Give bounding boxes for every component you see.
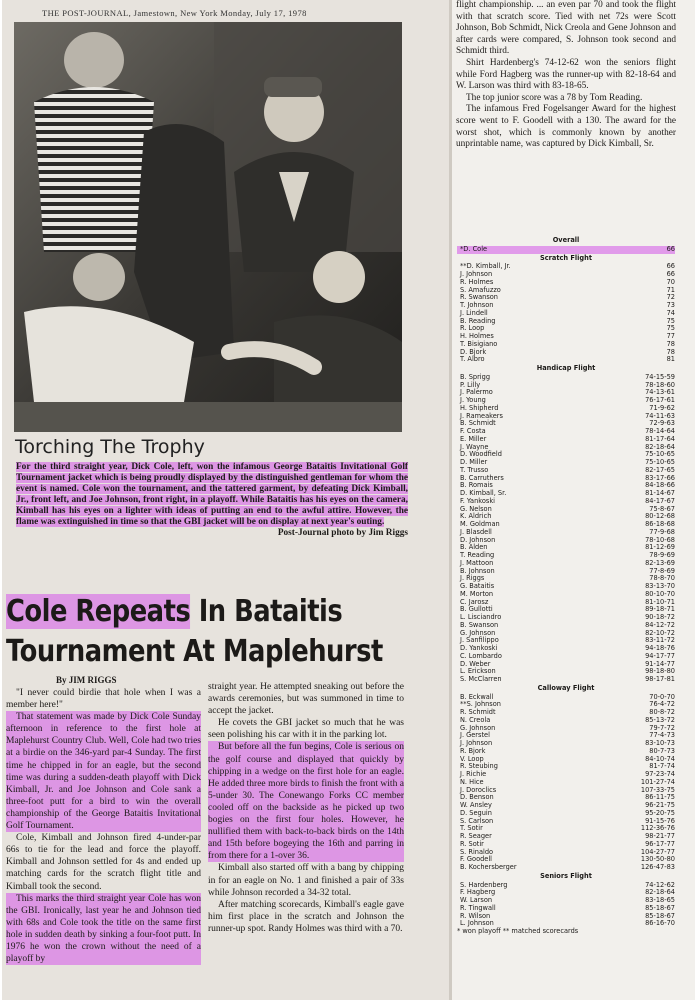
results-table — [457, 236, 675, 936]
result-row — [457, 341, 675, 349]
handicap-list — [457, 374, 675, 684]
footnote: * won playoff ** matched scorecards — [457, 927, 579, 935]
player-score: 91-14-77 — [645, 659, 675, 668]
player-name: L. Erickson — [460, 667, 496, 676]
player-name: J. Richie — [460, 770, 487, 778]
player-name: F. Yankoski — [460, 496, 495, 505]
player-score: 86-16-70 — [645, 919, 675, 928]
paragraph: But before all the fun begins, Cole is serious on the golf course and displayed that quickly by chipping in a wedge on the first hole for an eagle. He added three more birds to finish the front with a 5-under 30. The Conewango Forks CC member cooled off on the backside as he picked up two bogies on the first four holes. However, he nullified them with back-to-back birds on the 14th and 15th before bogeying the 16th and parring in from there for a 1-over 36. — [208, 742, 404, 862]
player-name: J. Blasdell — [460, 527, 492, 536]
player-name: B. Romais — [460, 481, 493, 490]
player-score: 72 — [666, 293, 675, 302]
player-score: 74-11-63 — [645, 411, 675, 420]
paragraph: The infamous Fred Fogelsanger Award for the highest score went to F. Goodell with a 130. The award for the worst shot, which is commonly known by another unprintable name, was captured by Dick Kimball, Sr. — [456, 104, 676, 150]
player-score: 78-18-60 — [645, 380, 675, 389]
player-name: R. Sotir — [460, 839, 484, 848]
player-name: M. Morton — [460, 589, 494, 598]
player-name: B. Kochersberger — [460, 863, 517, 871]
player-score: 81-17-64 — [645, 434, 675, 443]
result-row — [457, 318, 675, 326]
player-score: 74-15-59 — [645, 372, 675, 381]
player-name: S. McClarren — [460, 675, 502, 683]
player-score: 94-18-76 — [645, 644, 675, 652]
player-name: T. Albro — [460, 355, 485, 364]
result-row — [457, 451, 675, 459]
player-name: J. Wayne — [460, 442, 489, 451]
player-score: 75-10-65 — [645, 458, 675, 466]
player-name: R. Loop — [460, 324, 485, 333]
player-name: J. Lindell — [460, 308, 488, 317]
section-title: Seniors Flight — [540, 871, 592, 880]
player-name: J. Gerstel — [460, 731, 490, 740]
paragraph: After matching scorecards, Kimball's eagle gave him first place in the scratch and Johnson the runner-up spot. Randy Holmes was third with a 70. — [208, 899, 404, 934]
photo-credit: Post-Journal photo by Jim Riggs — [277, 528, 408, 538]
right-clipping — [452, 0, 695, 1000]
player-name: L. Johnson — [460, 919, 494, 928]
player-name: J. Young — [460, 396, 486, 404]
player-name: B. Schmidt — [460, 419, 496, 428]
headline-line-2: Tournament At Maplehurst — [6, 634, 383, 669]
player-score: 101-27-74 — [640, 777, 675, 786]
player-name: T. Sotir — [460, 824, 483, 833]
player-name: P. Lilly — [460, 380, 481, 389]
caption-text: For the third straight year, Dick Cole, left, won the infamous George Bataitis Invitational Golf Tournament jacket which is being proudly displayed by the distinguished gentleman for whom the event is named. Cole won the tournament, and the tattered garment, by defeating Dick Kimball, Jr., front left, and Joe Johnson, front right, in a playoff. While Bataitis has his eyes on the camera, Kimball has his eyes on a lighter with ideas of putting an end to the awful attire. However, the flame was extinguished in time so that the GBI jacket will be on display at next year's outing. — [16, 462, 408, 527]
player-score: 70-0-70 — [649, 692, 675, 701]
player-name: T. Bisigiano — [460, 339, 498, 348]
player-score: 75 — [666, 324, 675, 333]
player-score: 66 — [666, 244, 675, 253]
player-score: 81-7-74 — [649, 762, 675, 771]
player-name: F. Hagberg — [460, 888, 496, 897]
player-score: 126-47-83 — [640, 863, 675, 871]
seniors-list — [457, 882, 675, 929]
player-name: B. Carruthers — [460, 473, 504, 482]
golfers-photo-image — [14, 22, 402, 432]
player-score: 82-18-64 — [645, 442, 675, 451]
paragraph: The top junior score was a 78 by Tom Reading. — [466, 92, 643, 103]
article-column-1 — [6, 687, 201, 965]
player-name: B. Swanson — [460, 620, 499, 629]
player-score: 104-27-77 — [640, 847, 675, 856]
player-score: 81-14-67 — [645, 489, 675, 497]
masthead: THE POST-JOURNAL, Jamestown, New York Monday, July 17, 1978 — [42, 8, 307, 18]
paragraph: He covets the GBI jacket so much that he was seen polishing his car with it in the parking lot. — [208, 718, 404, 741]
player-score: 81-12-69 — [645, 543, 675, 552]
player-name: N. Creola — [460, 715, 491, 724]
result-row — [457, 740, 675, 748]
player-score: 74-12-62 — [645, 880, 675, 889]
player-score: 77 — [666, 332, 675, 340]
player-score: 82-10-72 — [645, 628, 675, 637]
player-name: D. Seguin — [460, 808, 492, 817]
player-name: B. Sprigg — [460, 372, 491, 381]
player-name: D. Yankoski — [460, 644, 498, 652]
player-score: 78 — [666, 347, 675, 356]
article-headline — [6, 592, 384, 672]
result-row — [457, 374, 675, 382]
player-score: 81-10-71 — [645, 597, 675, 606]
player-score: 90-18-72 — [645, 613, 675, 621]
player-score: 74 — [666, 308, 675, 317]
player-score: 83-11-72 — [645, 636, 675, 645]
paragraph: Kimball also started off with a bang by chipping in for an eagle on No. 1 and finished a pair of 33s while Johnson recorded a 34-32 total. — [208, 863, 404, 898]
player-name: R. Bjork — [460, 746, 486, 755]
player-score: 98-18-80 — [645, 667, 675, 676]
scratch-list — [457, 263, 675, 364]
result-row — [457, 302, 675, 310]
paragraph: flight championship. ... an even par 70 and took the flight with that scratch score. Tied with net 72s were Scott Johnson, Bob Schmidt, Nick Creola and Gene Johnson and after cards were compared, S. Johnson took second and Schmidt third. — [456, 0, 677, 57]
paragraph: "I never could birdie that hole when I was a member here!" — [6, 688, 201, 711]
caption-body — [16, 462, 408, 539]
result-row — [457, 436, 675, 444]
player-score: 82-17-65 — [645, 465, 675, 474]
player-name: B. Johnson — [460, 566, 495, 575]
player-name: **S. Johnson — [460, 700, 501, 709]
player-name: B. Alden — [460, 543, 488, 552]
player-name: T. Johnson — [460, 301, 494, 309]
player-score: 83-13-70 — [645, 582, 675, 590]
player-score: 78 — [666, 339, 675, 348]
player-score: 112-36-76 — [640, 824, 675, 833]
paragraph: Shirt Hardenberg's 74-12-62 won the seniors flight while Ford Hagberg was the runner-up with 82-18-64 and W. Larson was third with 83-18-65. — [456, 57, 676, 92]
result-row — [457, 568, 675, 576]
player-name: S. Carlson — [460, 816, 494, 825]
headline-part-1: Cole Repeats — [6, 594, 191, 629]
player-score: 78-14-64 — [645, 427, 675, 435]
player-score: 85-13-72 — [645, 715, 675, 724]
player-name: H. Shipherd — [460, 403, 499, 412]
section-title: Calloway Flight — [537, 683, 595, 692]
player-score: 80-10-70 — [645, 589, 675, 598]
result-row — [457, 763, 675, 771]
player-score: 97-23-74 — [645, 770, 675, 778]
player-name: V. Loop — [460, 754, 484, 763]
player-name: S. Hardenberg — [460, 880, 508, 889]
player-name: R. Seager — [460, 832, 492, 840]
result-row — [457, 537, 675, 545]
player-name: R. Wilson — [460, 911, 491, 920]
paragraph: straight year. He attempted sneaking out before the awards ceremonies, but was summoned in time to accept the jacket. — [208, 682, 404, 717]
player-name: R. Holmes — [460, 277, 494, 286]
calloway-list — [457, 694, 675, 872]
player-name: T. Reading — [460, 551, 495, 559]
section-title: Handicap Flight — [536, 364, 596, 372]
player-score: 77-8-69 — [649, 566, 675, 575]
player-score: 76-17-61 — [645, 396, 675, 404]
result-row — [457, 748, 675, 756]
player-score: 79-7-72 — [649, 723, 675, 732]
player-name: D. Benson — [460, 793, 494, 802]
results-story — [456, 0, 676, 151]
player-name: D. Weber — [460, 659, 491, 668]
player-score: 85-18-67 — [645, 903, 675, 912]
paragraph: This marks the third straight year Cole has won the GBI. Ironically, last year he and Johnson tied with 68s and Cole took the title on the same first hole in sudden death by sinking a four-foot putt. In 1976 he won the crown without the need of a playoff by — [6, 893, 201, 965]
player-name: S. Rinaldo — [460, 847, 494, 856]
player-score: 71-9-62 — [649, 403, 675, 412]
player-name: B. Reading — [460, 316, 496, 325]
player-name: J. Riggs — [460, 574, 485, 583]
result-row — [457, 676, 675, 684]
player-score: 84-18-66 — [645, 481, 675, 490]
player-score: 77-4-73 — [649, 731, 675, 740]
player-name: S. Amafuzzo — [460, 285, 501, 294]
player-name: B. Gullotti — [460, 605, 493, 614]
player-score: 95-20-75 — [645, 808, 675, 817]
article-column-2 — [208, 681, 404, 935]
player-name: F. Goodell — [460, 855, 493, 864]
result-row — [457, 389, 675, 397]
overall-list — [457, 246, 675, 254]
player-name: J. Mattoon — [460, 558, 494, 567]
player-score: 71 — [666, 285, 675, 294]
player-name: C. Lombardo — [460, 651, 502, 660]
player-name: G. Bataitis — [460, 582, 495, 590]
player-name: D. Woodfield — [460, 450, 502, 459]
player-score: 73 — [666, 301, 675, 309]
player-score: 85-18-67 — [645, 911, 675, 920]
player-name: N. Hice — [460, 777, 484, 786]
player-score: 83-17-66 — [645, 473, 675, 482]
result-row — [457, 591, 675, 599]
player-name: B. Eckwall — [460, 692, 494, 701]
player-score: 74-13-61 — [645, 388, 675, 397]
player-name: D. Bjork — [460, 347, 487, 356]
player-score: 78-9-69 — [649, 551, 675, 559]
player-name: J. Johnson — [460, 739, 493, 747]
player-name: W. Larson — [460, 896, 493, 904]
section-title: Overall — [552, 236, 580, 244]
player-name: J. Rameakers — [460, 411, 503, 420]
player-name: H. Holmes — [460, 332, 494, 340]
player-name: R. Schmidt — [460, 708, 496, 716]
result-row — [457, 349, 675, 357]
player-score: 66 — [666, 262, 675, 271]
player-score: 75 — [666, 316, 675, 325]
result-row — [457, 420, 675, 428]
player-score: 70 — [666, 277, 675, 286]
player-score: 72-9-63 — [649, 419, 675, 428]
player-score: 89-18-71 — [645, 605, 675, 614]
paragraph: Cole, Kimball and Johnson fired 4-under-par 66s to tie for the lead and force the playoff. Kimball and Johnson settled for 4s and ended up matching cards for the scratch flight title and Kimball took the second. — [6, 833, 201, 892]
left-clipping — [2, 0, 450, 1000]
player-name: J. Palermo — [460, 388, 493, 397]
player-name: J. Johnson — [460, 270, 493, 278]
news-photo — [14, 22, 402, 432]
player-name: T. Trusso — [460, 465, 489, 474]
section-title: Scratch Flight — [540, 253, 592, 262]
result-row — [457, 246, 675, 254]
player-score: 82-18-64 — [645, 888, 675, 897]
player-score: 84-12-72 — [645, 620, 675, 629]
player-score: 77-9-68 — [649, 527, 675, 536]
player-score: 80-12-68 — [645, 512, 675, 521]
player-name: R. Tingwall — [460, 903, 496, 912]
player-name: *D. Cole — [460, 244, 488, 253]
player-score: 78-10-68 — [645, 535, 675, 544]
player-score: 78-8-70 — [649, 574, 675, 583]
player-score: 86-11-75 — [645, 793, 675, 802]
player-score: 96-17-77 — [645, 839, 675, 848]
player-score: 96-21-75 — [645, 801, 675, 809]
result-row — [457, 864, 675, 872]
player-name: K. Aldrich — [460, 512, 492, 521]
player-score: 98-17-81 — [645, 675, 675, 683]
headline-part-2: In Bataitis — [198, 594, 343, 629]
player-name: D. Miller — [460, 458, 488, 466]
player-score: 75-10-65 — [645, 450, 675, 459]
player-name: R. Swanson — [460, 293, 498, 302]
result-row — [457, 833, 675, 841]
player-name: **D. Kimball, Jr. — [460, 262, 511, 271]
player-name: D. Johnson — [460, 535, 496, 544]
player-name: G. Nelson — [460, 504, 492, 513]
player-score: 107-33-75 — [640, 785, 675, 794]
player-name: E. Miller — [460, 434, 487, 443]
player-score: 75-8-67 — [649, 504, 675, 513]
player-name: D. Kimball, Sr. — [460, 489, 507, 497]
player-name: F. Costa — [460, 427, 486, 435]
caption-title: Torching The Trophy — [15, 436, 205, 458]
byline: By JIM RIGGS — [56, 675, 117, 685]
player-score: 86-18-68 — [645, 520, 675, 528]
player-score: 66 — [666, 270, 675, 278]
player-score: 98-21-77 — [645, 832, 675, 840]
player-name: C. Jarosz — [460, 597, 489, 606]
player-score: 80-8-72 — [649, 708, 675, 716]
player-name: G. Johnson — [460, 628, 496, 637]
player-name: G. Johnson — [460, 723, 496, 732]
result-row — [457, 459, 675, 467]
player-score: 80-7-73 — [649, 746, 675, 755]
player-name: R. Steubing — [460, 762, 498, 771]
player-score: 130-50-80 — [640, 855, 675, 864]
result-row — [457, 356, 675, 364]
player-score: 94-17-77 — [645, 651, 675, 660]
player-score: 76-4-72 — [649, 700, 675, 709]
player-name: M. Goldman — [460, 520, 500, 528]
player-name: W. Ansley — [460, 801, 492, 809]
player-name: J. Sanfilippo — [460, 636, 499, 645]
player-score: 83-10-73 — [645, 739, 675, 747]
player-score: 83-18-65 — [645, 896, 675, 904]
player-name: L. Lisciandro — [460, 613, 502, 621]
player-name: J. Doroclics — [460, 785, 497, 794]
player-score: 81 — [666, 355, 675, 364]
result-row — [457, 428, 675, 436]
paragraph: That statement was made by Dick Cole Sunday afternoon in reference to the first hole at Maplehurst Country Club. Well, Cole had two tries at a birdie on the 346-yard par-4 Sunday. The first time he chipped in for an eagle, but the second time was during a sudden-death playoff with Dick Kimball, Jr. and Joe Johnson and Cole sank a three-foot putt for a bird to win the overall championship of the George Bataitis Invitational Golf Tournament. — [6, 712, 201, 832]
player-score: 82-13-69 — [645, 558, 675, 567]
player-score: 91-15-76 — [645, 816, 675, 825]
player-score: 84-10-74 — [645, 754, 675, 763]
player-score: 84-17-67 — [645, 496, 675, 505]
